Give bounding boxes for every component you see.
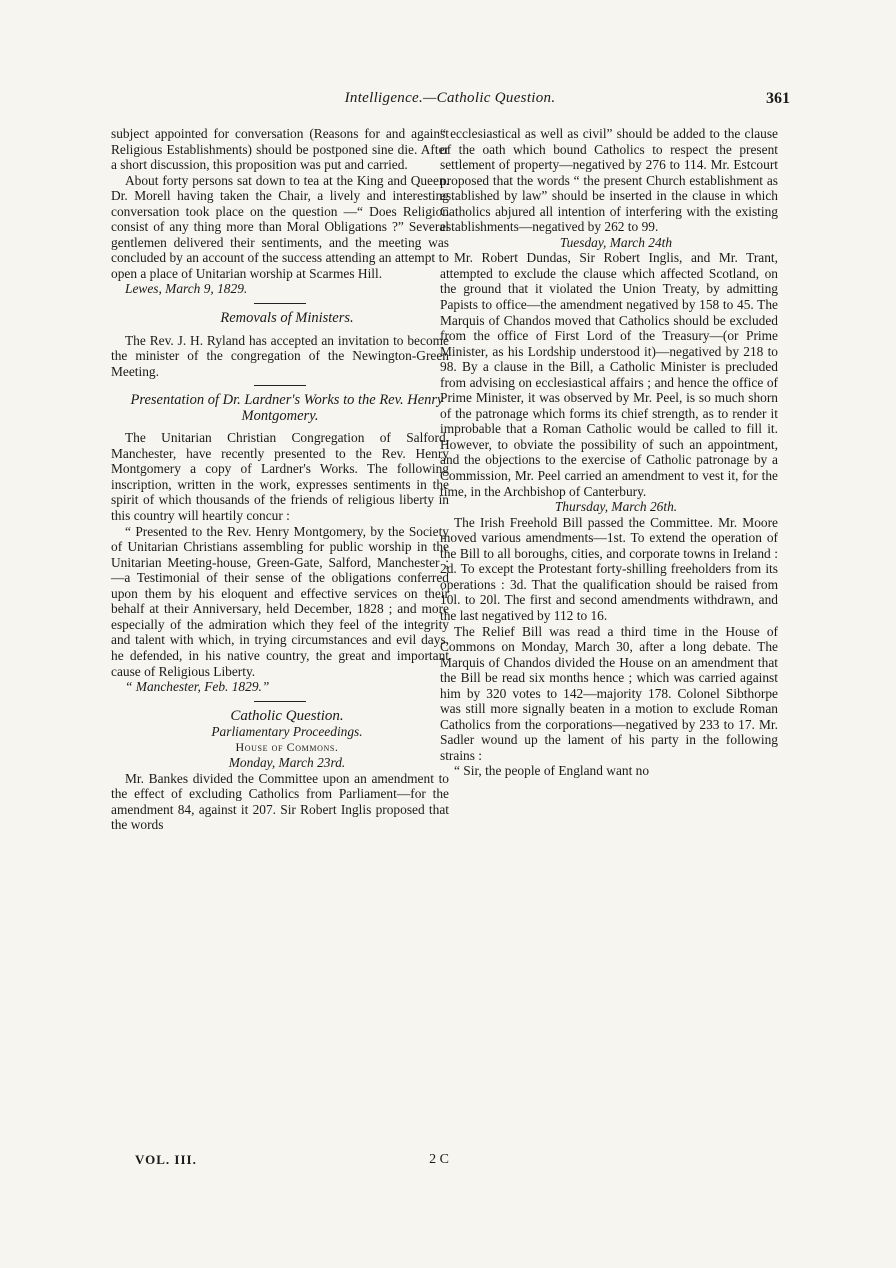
volume-label: VOL. III. xyxy=(135,1152,197,1167)
date-heading: Monday, March 23rd. xyxy=(228,755,346,771)
paragraph: About forty persons sat down to tea at the King and Queen. Dr. Morell having taken the Chair, a lively and interesting conversation took place on the question —“ Does Religion consist of any thing more than Moral Obligations ?” Several gentlemen delivered their sentiments, and the meeting was concluded by an account of the success attending an attempt to open a place of Unitarian worship at Scarmes Hill. xyxy=(111,172,449,281)
date-heading: Thursday, March 26th. xyxy=(554,499,678,515)
page-number: 361 xyxy=(766,90,790,107)
page-footer xyxy=(111,1152,449,1170)
running-head: Intelligence.—Catholic Question. xyxy=(344,90,556,106)
section-rule xyxy=(254,303,306,304)
page-header xyxy=(110,90,790,114)
signoff: Lewes, March 9, 1829. xyxy=(125,281,248,297)
paragraph: “ ecclesiastical as well as civil” should be added to the clause of the oath which bound Catholics to respect the present settlement of property—negatived by 276 to 114. Mr. Estcourt proposed that the words “ the present Church establishment as established by law” should be inserted in the clause in which Catholics abjured all intention of interfering with the existing establishments—negatived by 262 to 99. xyxy=(440,126,778,235)
paragraph: The Unitarian Christian Congregation of Salford, Manchester, have recently presented to the Rev. Henry Montgomery a copy of Lardner's Works. The following inscription, written in the work, expresses sentiments in the spirit of which thousands of the friends of religious liberty in this country will heartily concur : xyxy=(111,430,449,524)
paragraph: Mr. Bankes divided the Committee upon an amendment to the effect of excluding Catholics from Parliament—for the amendment 84, against it 207. Sir Robert Inglis proposed that the words xyxy=(111,770,449,833)
date-heading: Tuesday, March 24th xyxy=(559,234,673,250)
paragraph: subject appointed for conversation (Reasons for and against Religious Establishments) should be postponed sine die. After a short discussion, this proposition was put and carried. xyxy=(111,126,449,173)
right-column xyxy=(440,126,778,779)
signoff: “ Manchester, Feb. 1829.” xyxy=(125,679,270,695)
subheading: Parliamentary Proceedings. xyxy=(211,724,363,740)
section-heading: Catholic Question. xyxy=(230,707,344,724)
left-column xyxy=(111,126,449,833)
section-rule xyxy=(254,385,306,386)
paragraph: Mr. Robert Dundas, Sir Robert Inglis, and Mr. Trant, attempted to exclude the clause which affected Scotland, on the ground that it violated the Union Treaty, by admitting Papists to office—the amendment negatived by 158 to 45. The Marquis of Chandos moved that Catholics should be excluded from the office of First Lord of the Treasury—(or Prime Minister, as his Lordship understood it)—negatived by 218 to 98. By a clause in the Bill, a Catholic Minister is precluded from advising on ecclesiastical affairs ; and hence the office of Prime Minister, it was observed by Mr. Peel, is so much shorn of the patronage which forms its chief strength, as to render it improbable that a Roman Catholic would be called to fill it. However, to obviate the possibility of such an appointment, and the objections to the exercise of Catholic patronage by a Commission, Mr. Peel carried an amendment to vest it, for the time, in the Archbishop of Canterbury. xyxy=(440,250,778,499)
paragraph: The Rev. J. H. Ryland has accepted an invitation to become the minister of the congregation of the Newington-Green Meeting. xyxy=(111,332,449,379)
house-heading: House of Commons. xyxy=(235,739,339,754)
section-heading: Removals of Ministers. xyxy=(220,310,354,327)
section-rule xyxy=(254,701,306,702)
section-heading: Presentation of Dr. Lardner's Works to the Rev. Henry Montgomery. xyxy=(130,392,444,424)
paragraph: The Relief Bill was read a third time in the House of Commons on Monday, March 30, after a long debate. The Marquis of Chandos divided the House on an amendment that the Bill be read six months hence ; which was carried against him by 320 votes to 142—majority 178. Colonel Sibthorpe was still more signally beaten in a motion to exclude Roman Catholics from the corporations—negatived by 233 to 17. Mr. Sadler wound up the lament of his party in the following strains : xyxy=(440,623,778,763)
paragraph: “ Sir, the people of England want no xyxy=(454,763,650,779)
signature-mark: 2 C xyxy=(429,1152,449,1167)
inscription: “ Presented to the Rev. Henry Montgomery, by the Society of Unitarian Christians assembling for public worship in the Unitarian Meeting-house, Green-Gate, Salford, Manchester ;—a Testimonial of their sense of the obligations conferred upon them by his eloquent and effective services on their behalf at their Anniversary, held December, 1828 ; and more especially of the admiration which they feel of the integrity and talent with which, in trying circumstances and evil days, he defended, in his native country, the great and important cause of Religious Liberty. xyxy=(111,523,449,679)
paragraph: The Irish Freehold Bill passed the Committee. Mr. Moore moved various amendments—1st. To extend the operation of the Bill to all boroughs, cities, and corporate towns in Ireland : 2d. To except the Protestant forty-shilling freeholders from its operations : 3d. That the qualification should be raised from 10l. to 20l. The first and second amendments withdrawn, and the last negatived by 112 to 16. xyxy=(440,514,778,623)
